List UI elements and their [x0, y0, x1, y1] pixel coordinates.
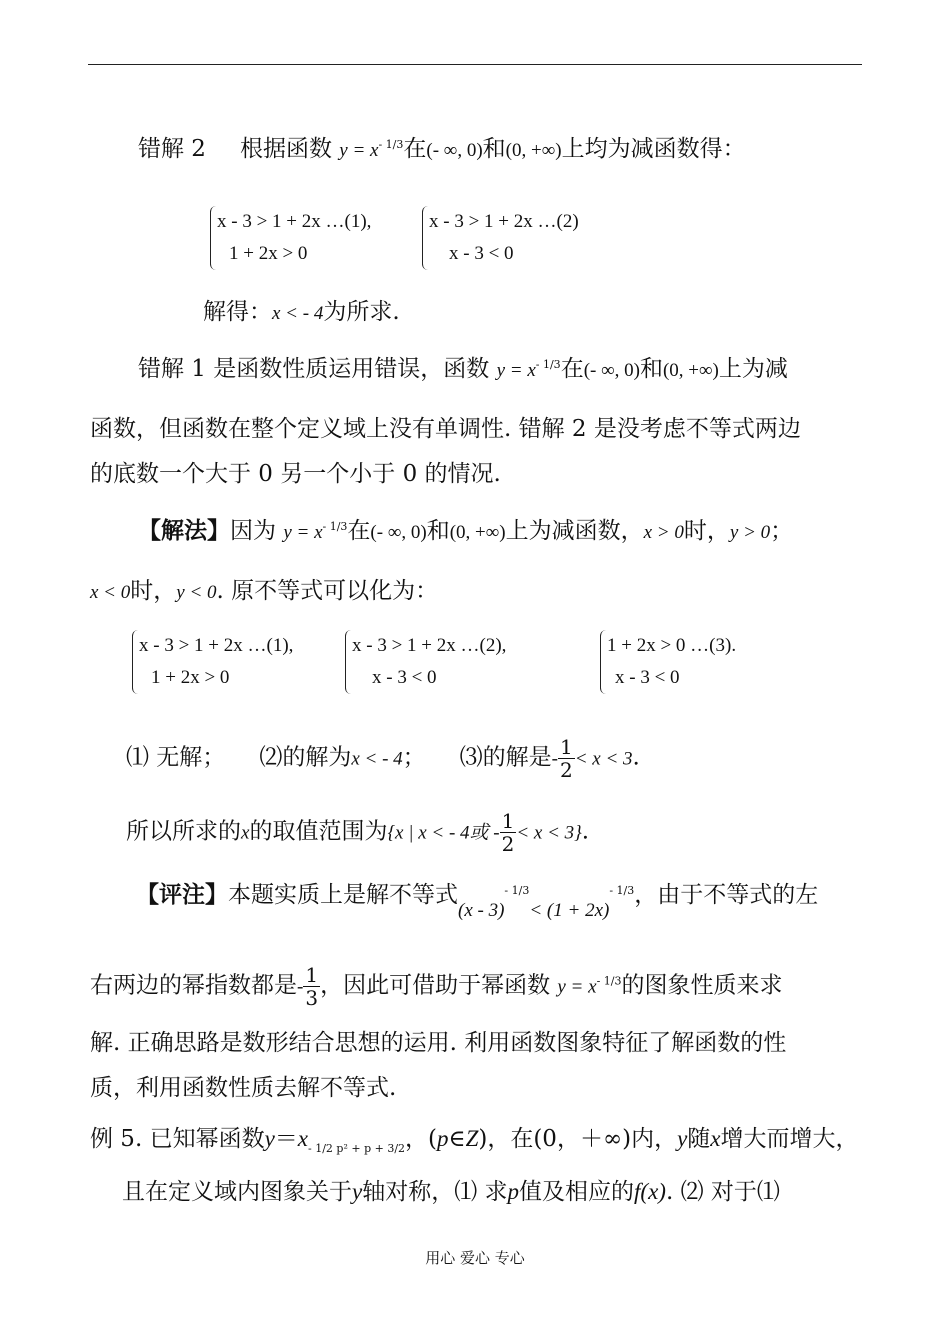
text: 右两边的幂指数都是: [90, 972, 297, 999]
inequality-system-1: [210, 206, 371, 270]
math-set: {x | x < - 4或 -: [387, 822, 500, 844]
math-function: y = x: [339, 140, 379, 161]
math: p: [507, 1179, 520, 1204]
text: 增大而增大，: [720, 1126, 859, 1152]
math-exponent: - 1/3: [535, 358, 561, 371]
line-solution-result: [203, 297, 400, 329]
line-example-5: [90, 1124, 859, 1164]
fraction: [303, 964, 320, 1009]
text: ，因此可借助于幂函数: [320, 972, 551, 999]
math: < x < 3: [574, 748, 633, 770]
numerator: 1: [559, 735, 573, 759]
line-wrong-solution-2: [138, 130, 746, 166]
text: .: [632, 744, 640, 771]
math: y > 0: [729, 522, 771, 543]
text: 所以所求的: [126, 818, 241, 845]
text: 在: [347, 518, 371, 544]
text: 因为: [230, 518, 276, 544]
math: y < 0: [176, 582, 217, 603]
math-exponent: - 1/3: [378, 138, 404, 151]
line-comment-3: 解. 正确思路是数形结合思想的运用. 利用函数图象特征了解函数的性: [90, 1030, 787, 1056]
math: f(x): [634, 1179, 666, 1204]
text: 和: [482, 136, 506, 162]
text: 和: [639, 356, 663, 382]
system-row: x - 3 > 1 + 2x …(1),: [139, 635, 294, 656]
system-row: x - 3 < 0: [372, 667, 437, 688]
system-row: x - 3 > 1 + 2x …(2): [429, 211, 579, 232]
text: 在: [560, 356, 584, 382]
text: ；: [402, 744, 426, 771]
system-row: x - 3 < 0: [449, 243, 514, 264]
denominator: 2: [501, 832, 515, 856]
math-interval: (0, +∞): [505, 140, 562, 161]
line-analysis-1: [138, 350, 788, 386]
inequality-system-4: [345, 630, 506, 694]
text: ，(: [405, 1126, 438, 1152]
text: ∈: [448, 1126, 466, 1152]
math-interval: (- ∞, 0): [583, 360, 640, 381]
math-interval: (- ∞, 0): [370, 522, 427, 543]
inequality-system-5: [600, 630, 736, 694]
section-tag: 【评注】: [136, 881, 228, 908]
text: 例 5. 已知幂函数: [90, 1126, 265, 1152]
system-row: 1 + 2x > 0: [151, 667, 230, 688]
text: 解得：: [203, 299, 272, 325]
line-analysis-3: 的底数一个大于 0 另一个小于 0 的情况.: [90, 461, 501, 487]
fraction: [558, 736, 575, 781]
math: x: [297, 1126, 309, 1151]
math: p: [437, 1126, 449, 1151]
text: . ⑵ 对于⑴: [665, 1179, 780, 1205]
text: 上均为减函数得：: [561, 136, 746, 162]
math: (x - 3): [458, 900, 505, 921]
text: )，在(0，＋∞)内，: [478, 1126, 678, 1152]
text: ⑶的解是: [459, 744, 552, 771]
header-rule: [88, 64, 862, 65]
text: 轴对称，⑴ 求: [362, 1179, 508, 1205]
text: 上为减函数，: [505, 518, 644, 544]
line-comment-4: 质，利用函数性质去解不等式.: [90, 1075, 397, 1101]
denominator: 2: [559, 758, 573, 782]
math-exponent: - 1/3: [504, 884, 530, 897]
text: 和: [426, 518, 450, 544]
math-set: < x < 3}: [516, 822, 582, 844]
math: -: [297, 976, 304, 998]
math: x: [710, 1126, 721, 1151]
math: x < - 4: [351, 748, 403, 770]
text: ＝: [274, 1126, 298, 1152]
math-interval: (0, +∞): [449, 522, 506, 543]
system-row: x - 3 < 0: [615, 667, 680, 688]
label: 错解 2: [138, 136, 206, 162]
line-range: [126, 810, 589, 855]
text: 本题实质上是解不等式: [228, 882, 458, 908]
math: Z: [465, 1126, 479, 1151]
math-interval: (0, +∞): [662, 360, 719, 381]
inequality-system-3: [132, 630, 293, 694]
line-method-2: [90, 576, 438, 608]
system-row: x - 3 > 1 + 2x …(2),: [352, 635, 507, 656]
numerator: 1: [305, 963, 319, 987]
math: y: [264, 1126, 275, 1151]
math-exponent: - 1/3: [596, 974, 622, 988]
line-method: [138, 512, 793, 548]
text: 根据函数: [239, 136, 332, 162]
text: .: [581, 818, 590, 845]
inequality-system-2: [422, 206, 579, 270]
system-row: 1 + 2x > 0: [229, 243, 308, 264]
line-comment: [136, 876, 819, 921]
math: -: [551, 748, 558, 770]
math-exponent: - 1/3: [609, 884, 635, 897]
denominator: 3: [305, 986, 319, 1010]
math-function: y = x: [557, 976, 597, 998]
text: 的取值范围为: [249, 818, 388, 845]
math: x: [241, 822, 250, 844]
text: 在: [403, 136, 427, 162]
math-exponent: - 1/3: [322, 520, 348, 533]
section-tag: 【解法】: [138, 517, 230, 544]
page-footer: 用心 爱心 专心: [425, 1249, 525, 1267]
text: ⑴ 无解；: [126, 744, 226, 771]
math: x > 0: [643, 522, 684, 543]
math: x < - 4: [272, 303, 324, 324]
text: 为所求.: [323, 299, 400, 325]
text: 上为减: [718, 356, 788, 382]
line-cases: [126, 736, 640, 781]
text: 的图象性质来求: [621, 972, 783, 999]
text: 时，: [683, 518, 730, 544]
text: 值及相应的: [519, 1179, 635, 1205]
system-row: 1 + 2x > 0 …(3).: [607, 635, 737, 656]
fraction: [500, 810, 517, 855]
math-interval: (- ∞, 0): [426, 140, 483, 161]
text: 随: [687, 1126, 711, 1152]
line-comment-2: [90, 964, 782, 1009]
system-row: x - 3 > 1 + 2x …(1),: [217, 211, 372, 232]
math: y: [677, 1126, 688, 1151]
line-analysis-2: 函数，但函数在整个定义域上没有单调性. 错解 2 是没考虑不等式两边: [90, 416, 801, 442]
math: x < 0: [90, 582, 131, 603]
text: ，由于不等式的左: [634, 882, 819, 908]
text: 且在定义域内图象关于: [122, 1179, 352, 1205]
math-exponent: - 1/2 p² + p + 3/2: [308, 1142, 406, 1155]
text: 时，: [130, 578, 177, 604]
text: ；: [770, 518, 794, 544]
math: < (1 + 2x): [529, 900, 610, 921]
text: . 原不等式可以化为：: [216, 578, 439, 604]
numerator: 1: [501, 809, 515, 833]
text: 错解 1 是函数性质运用错误，函数: [138, 356, 490, 382]
text: ⑵的解为: [259, 744, 352, 771]
math-function: y = x: [283, 522, 323, 543]
math: y: [352, 1179, 363, 1204]
line-example-5-cont: [122, 1177, 780, 1207]
math-function: y = x: [496, 360, 536, 381]
